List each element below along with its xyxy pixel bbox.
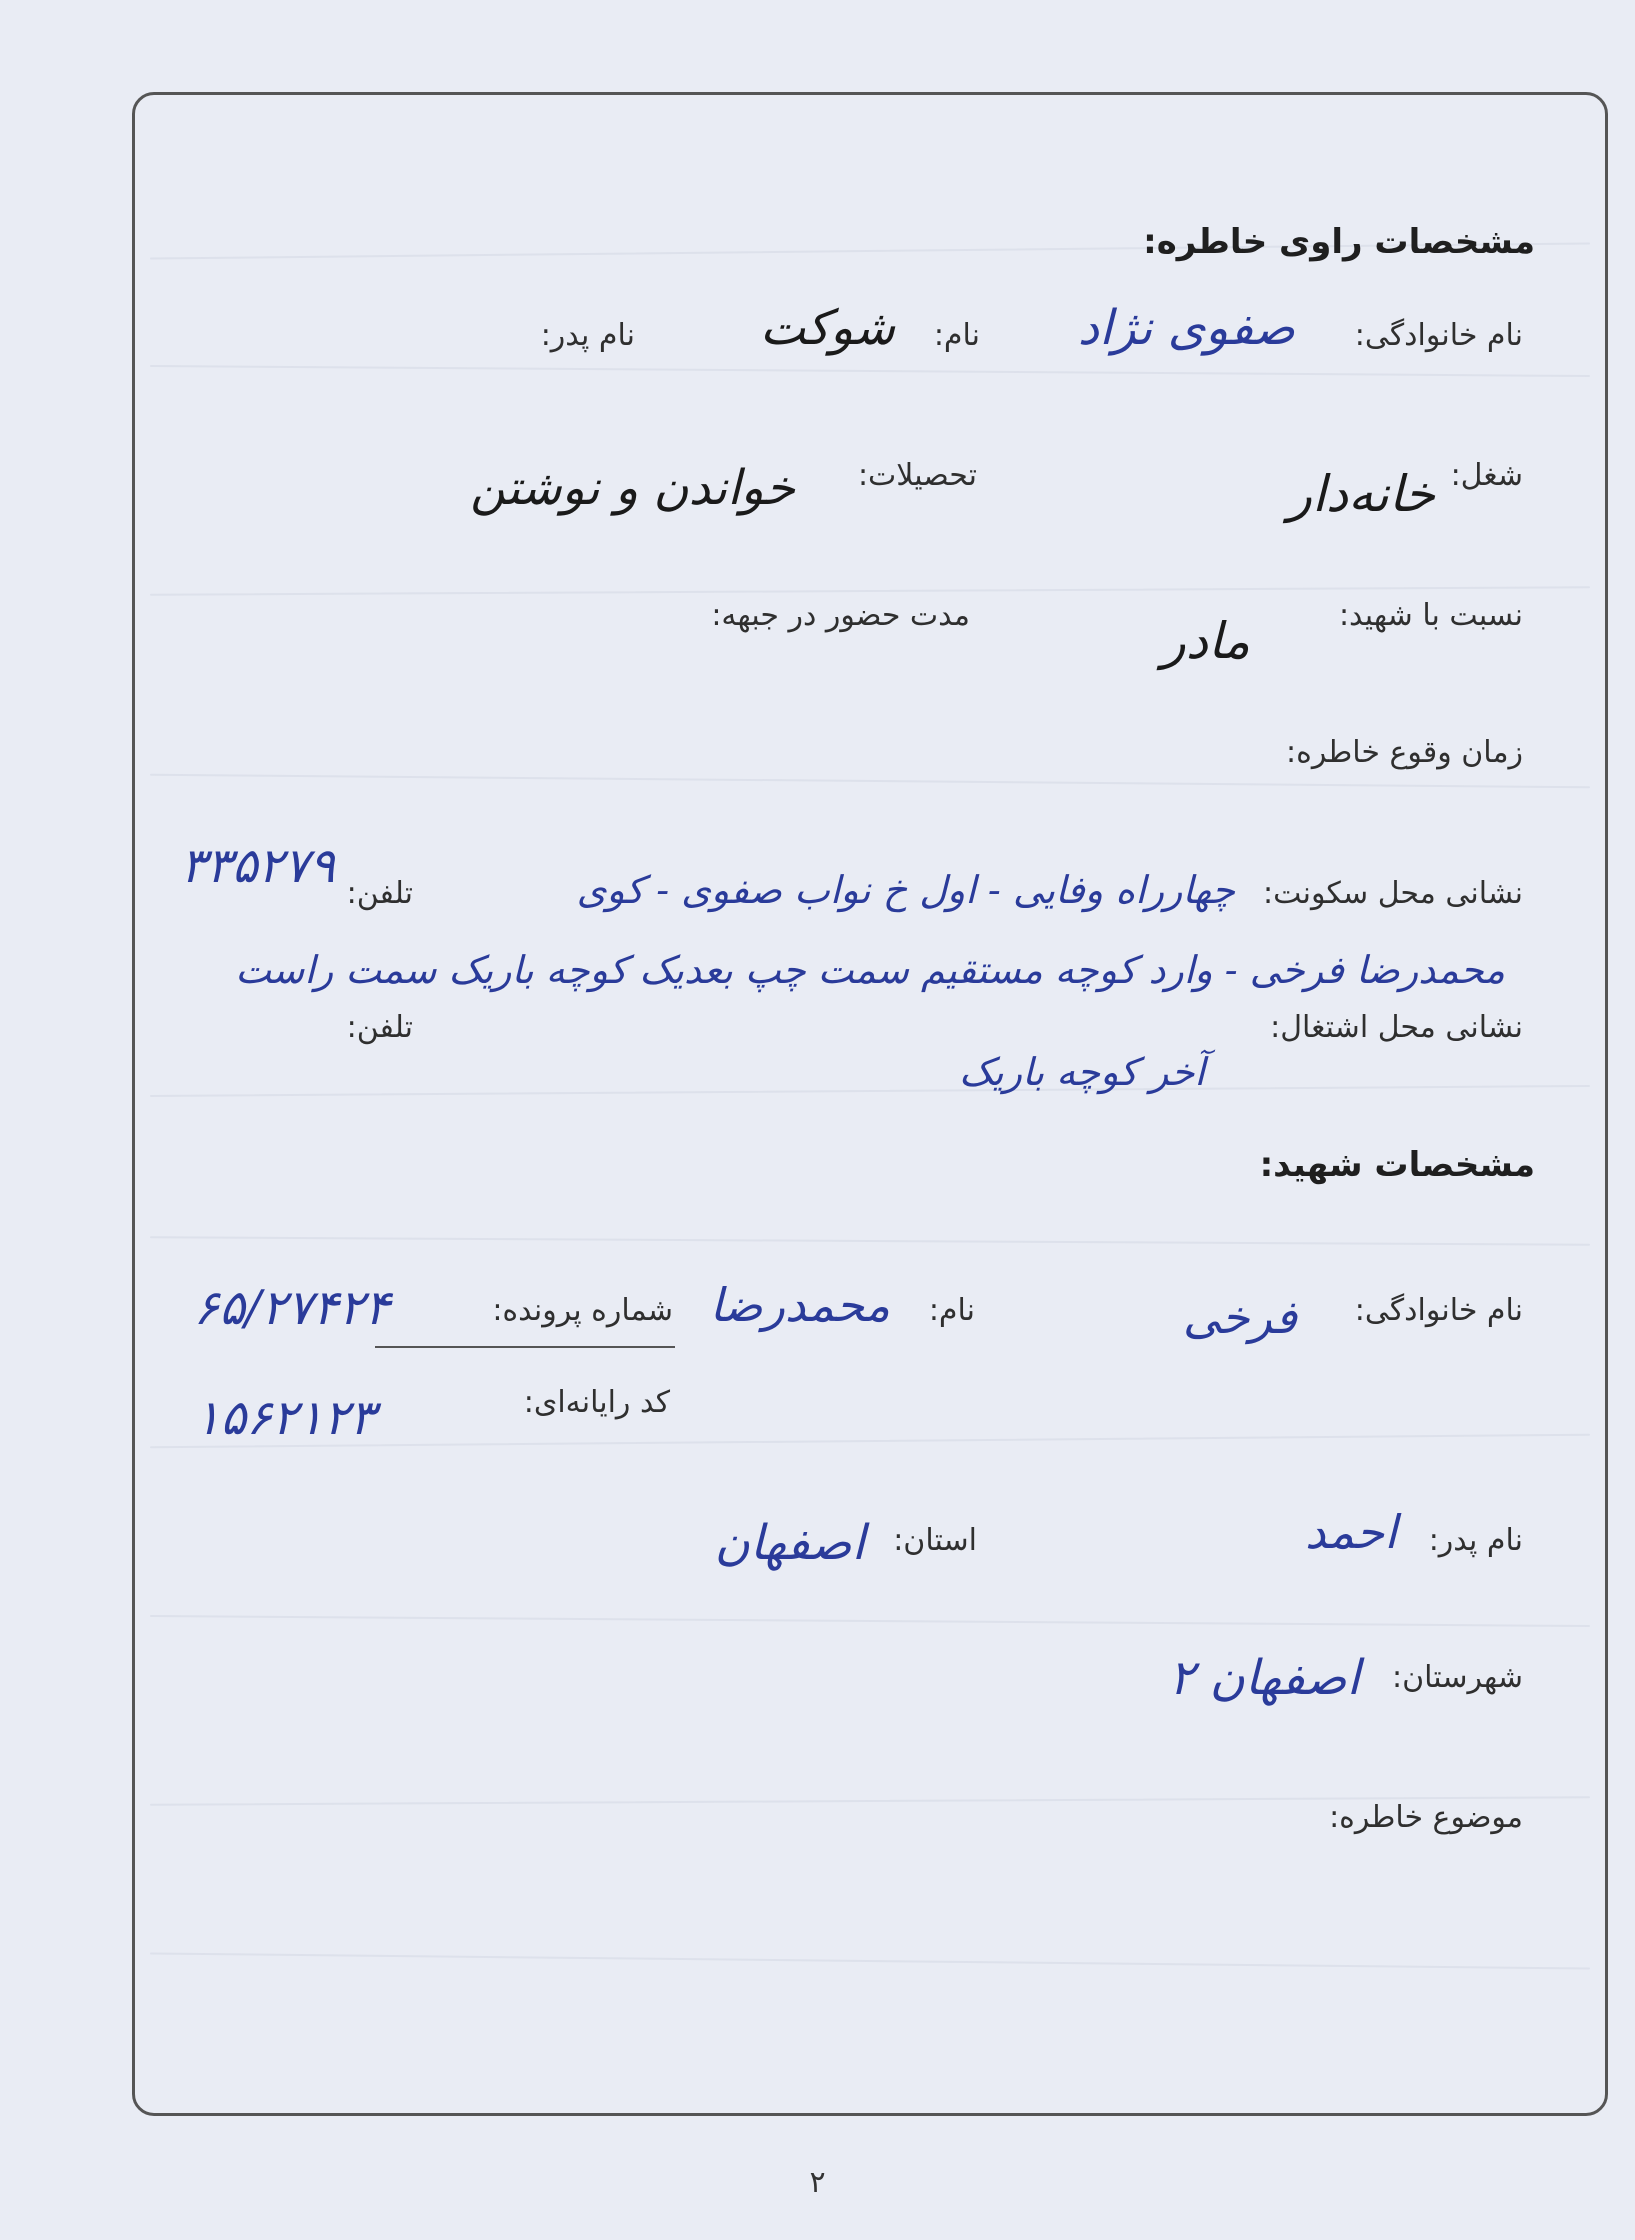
martyr-family-name-label: نام خانوادگی: [1354, 1293, 1523, 1328]
narrator-family-name-value: صفوی نژاد [1077, 300, 1295, 356]
narrator-relation-value: مادر [1161, 612, 1250, 670]
martyr-computer-code-label: کد رایانه‌ای: [523, 1385, 670, 1420]
martyr-city-label: شهرستان: [1392, 1660, 1523, 1695]
narrator-occupation-label: شغل: [1450, 458, 1523, 493]
narrator-father-name-label: نام پدر: [540, 318, 635, 353]
narrator-relation-label: نسبت با شهید: [1338, 598, 1523, 633]
narrator-first-name-value: شوکت [760, 300, 895, 356]
narrator-home-phone-value: ۳۳۵۲۷۹ [180, 838, 335, 894]
narrator-front-duration-label: مدت حضور در جبهه: [711, 598, 970, 633]
martyr-file-number-underline [375, 1346, 675, 1348]
narrator-memory-time-label: زمان وقوع خاطره: [1286, 735, 1523, 770]
narrator-family-name-label: نام خانوادگی: [1354, 318, 1523, 353]
martyr-father-name-label: نام پدر: [1428, 1523, 1523, 1558]
narrator-work-phone-label: تلفن: [346, 1010, 413, 1045]
martyr-province-label: استان: [893, 1523, 977, 1558]
martyr-province-value: اصفهان [714, 1515, 865, 1571]
narrator-home-address-continuation: محمدرضا فرخی - وارد کوچه مستقیم سمت چپ بعدیک کوچه باریک سمت راست [235, 948, 1505, 992]
narrator-home-address-end: آخر کوچه باریک [959, 1050, 1205, 1094]
narrator-home-phone-label: تلفن: [346, 876, 413, 911]
narrator-home-address-value: چهارراه وفایی - اول خ نواب صفوی - کوی [576, 868, 1235, 912]
martyr-first-name-label: نام: [928, 1293, 975, 1328]
narrator-education-value: خواندن و نوشتن [470, 460, 795, 516]
narrator-section-heading: مشخصات راوی خاطره: [1143, 222, 1535, 262]
narrator-occupation-value: خانه‌دار [1287, 465, 1435, 523]
martyr-city-value: اصفهان ۲ [1168, 1650, 1360, 1706]
martyr-section-heading: مشخصات شهید: [1259, 1145, 1535, 1185]
page-number: ۲ [809, 2165, 826, 2200]
martyr-family-name-value: فرخی [1182, 1290, 1297, 1344]
narrator-work-address-label: نشانی محل اشتغال: [1270, 1010, 1523, 1045]
martyr-file-number-label: شماره پرونده: [492, 1293, 673, 1328]
narrator-education-label: تحصیلات: [857, 458, 977, 493]
martyr-computer-code-value: ۱۵۶۲۱۲۳ [194, 1390, 375, 1446]
martyr-first-name-value: محمدرضا [709, 1278, 890, 1332]
martyr-father-name-value: احمد [1305, 1505, 1397, 1559]
martyr-memory-topic-label: موضوع خاطره: [1329, 1800, 1523, 1835]
martyr-file-number-value: ۶۵/۲۷۴۲۴ [193, 1280, 390, 1336]
narrator-first-name-label: نام: [933, 318, 980, 353]
narrator-home-address-label: نشانی محل سکونت: [1263, 876, 1523, 911]
